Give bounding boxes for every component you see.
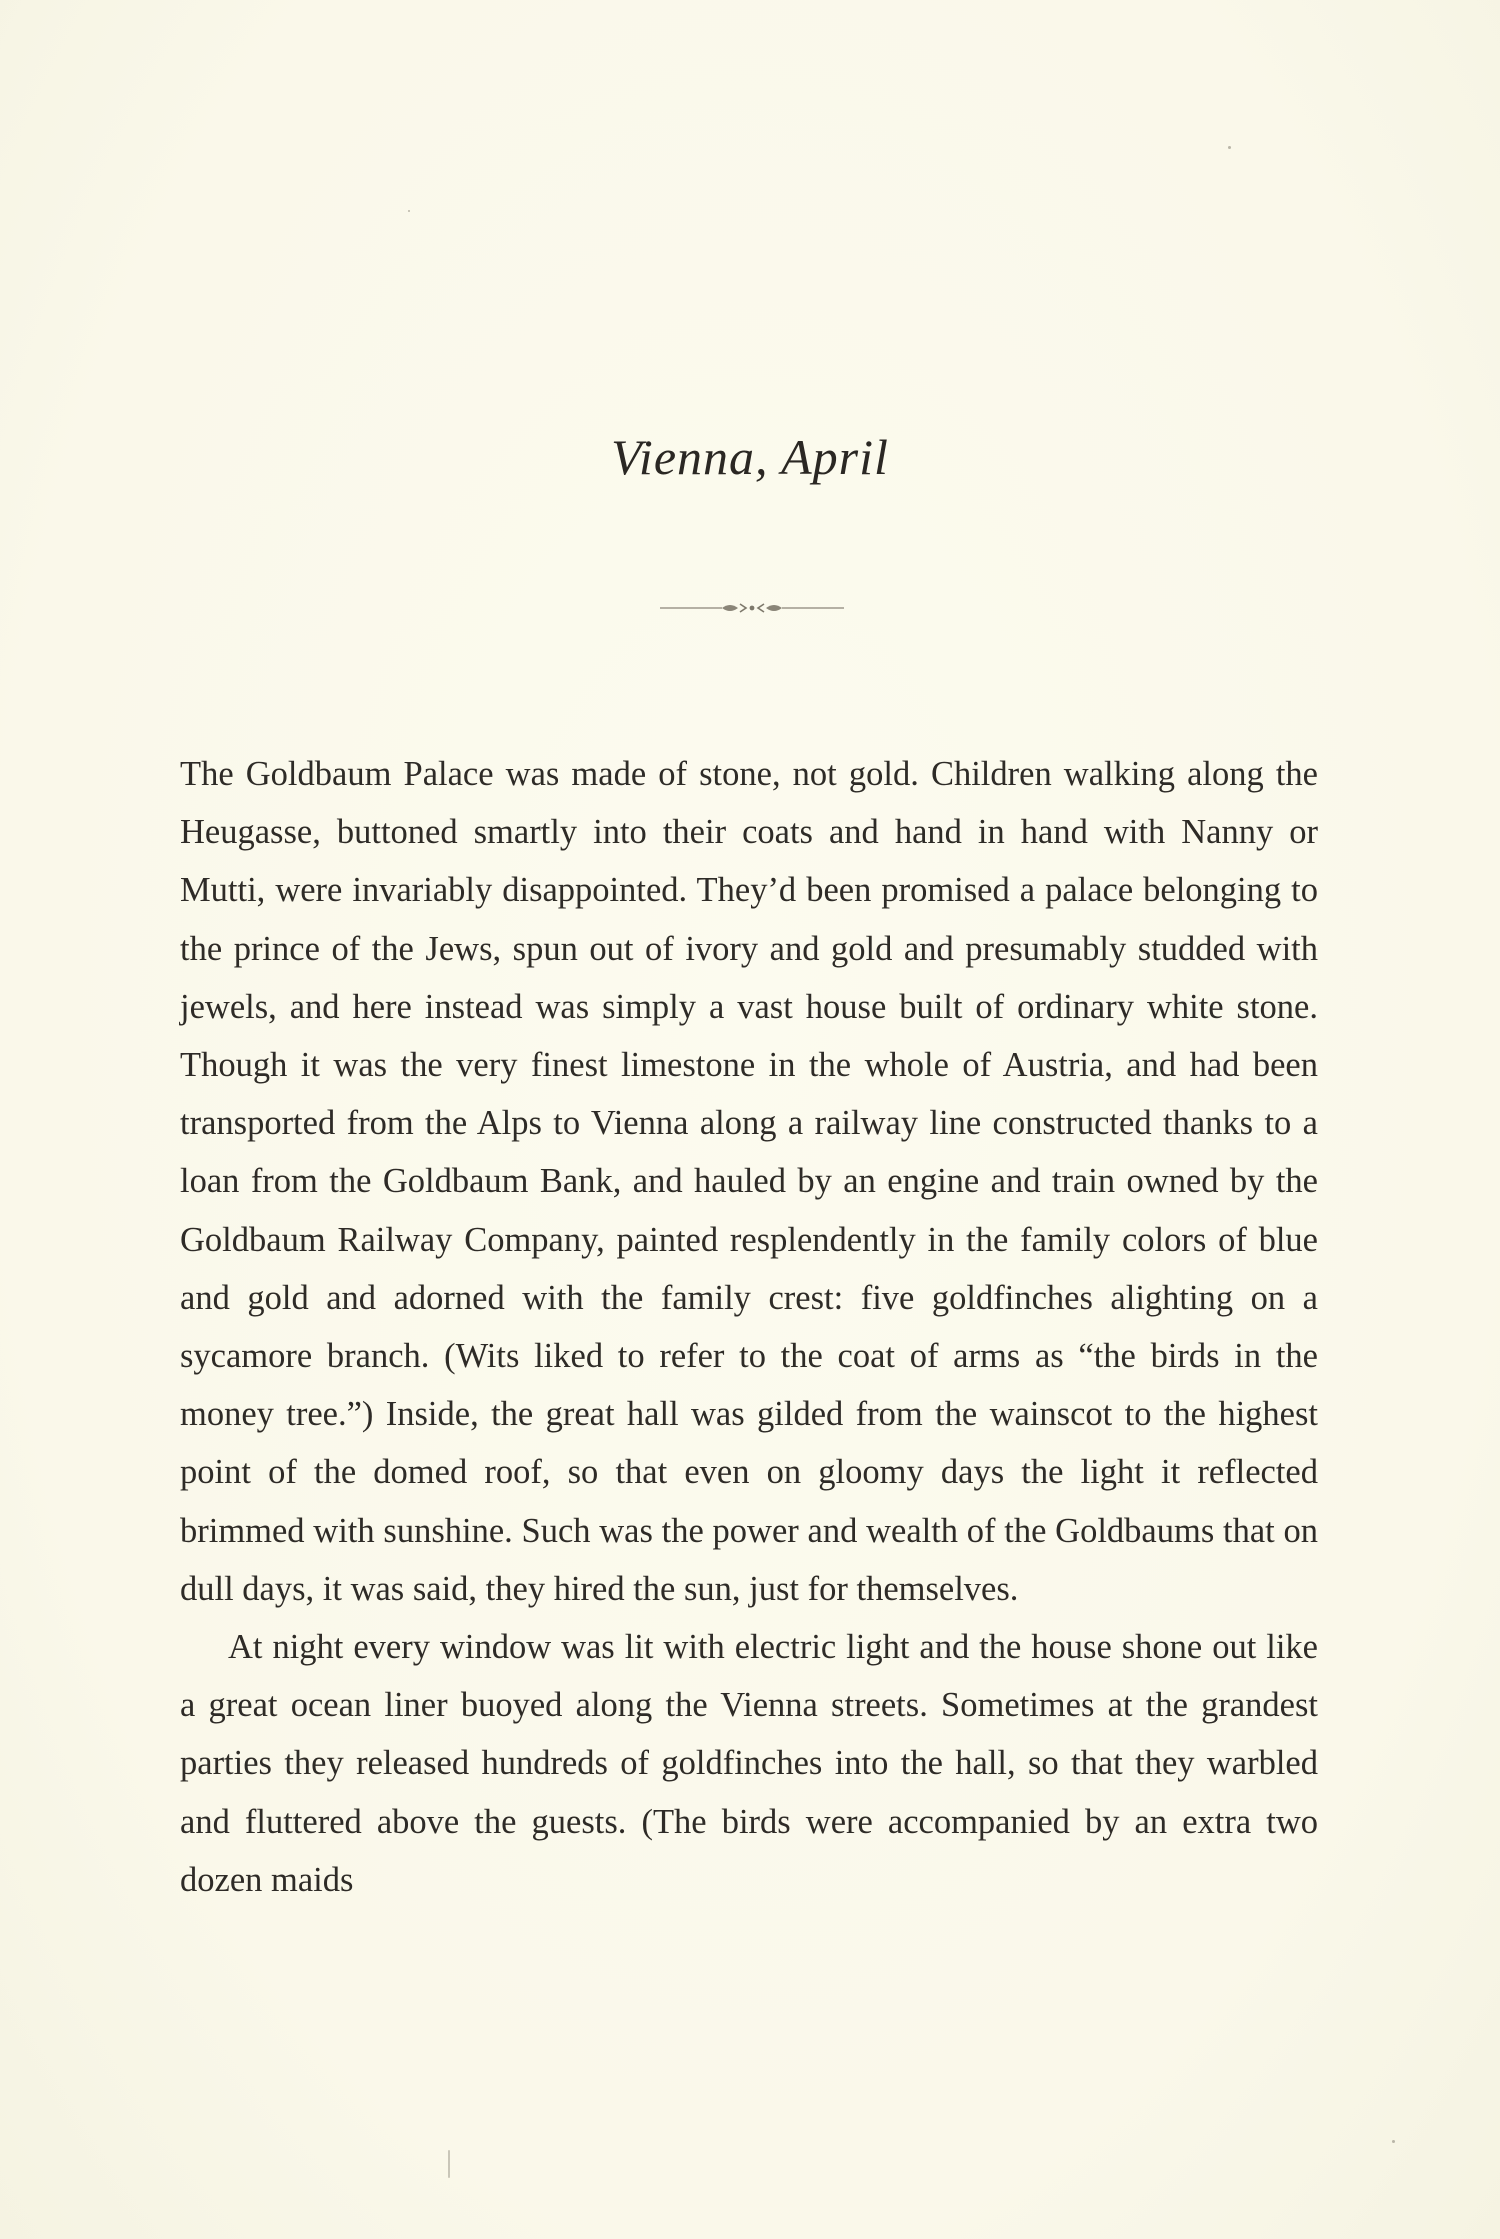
chapter-title: Vienna, April — [611, 429, 889, 485]
paper-speck — [1392, 2140, 1395, 2143]
paper-speck — [408, 210, 410, 212]
fleuron-divider-icon — [660, 596, 844, 620]
chapter-body — [180, 745, 1318, 1909]
paragraph-2: At night every window was lit with electric light and the house shone out like a great ocean liner buoyed along the Vienna streets. Sometimes at the grandest parties they released hundreds of goldfinches into the hall, so that they warbled and fluttered above the guests. (The birds were accompanied by an extra two dozen maids — [180, 1628, 1318, 1899]
paper-speck — [1228, 146, 1231, 149]
paper-speck — [448, 2150, 450, 2178]
paragraph-1: The Goldbaum Palace was made of stone, not gold. Children walking along the Heugasse, buttoned smartly into their coats and hand in hand with Nanny or Mutti, were invariably disappointed. They’d been promised a palace belonging to the prince of the Jews, spun out of ivory and gold and presumably studded with jewels, and here instead was simply a vast house built of ordinary white stone. Though it was the very finest limestone in the whole of Austria, and had been transported from the Alps to Vienna along a railway line constructed thanks to a loan from the Goldbaum Bank, and hauled by an engine and train owned by the Goldbaum Railway Company, painted resplendently in the family colors of blue and gold and adorned with the family crest: five goldfinches alighting on a sycamore branch. (Wits liked to refer to the coat of arms as “the birds in the money tree.”) Inside, the great hall was gilded from the wainscot to the highest point of the domed roof, so that even on gloomy days the light it reflected brimmed with sunshine. Such was the power and wealth of the Goldbaums that on dull days, it was said, they hired the sun, just for themselves. — [180, 755, 1318, 1608]
